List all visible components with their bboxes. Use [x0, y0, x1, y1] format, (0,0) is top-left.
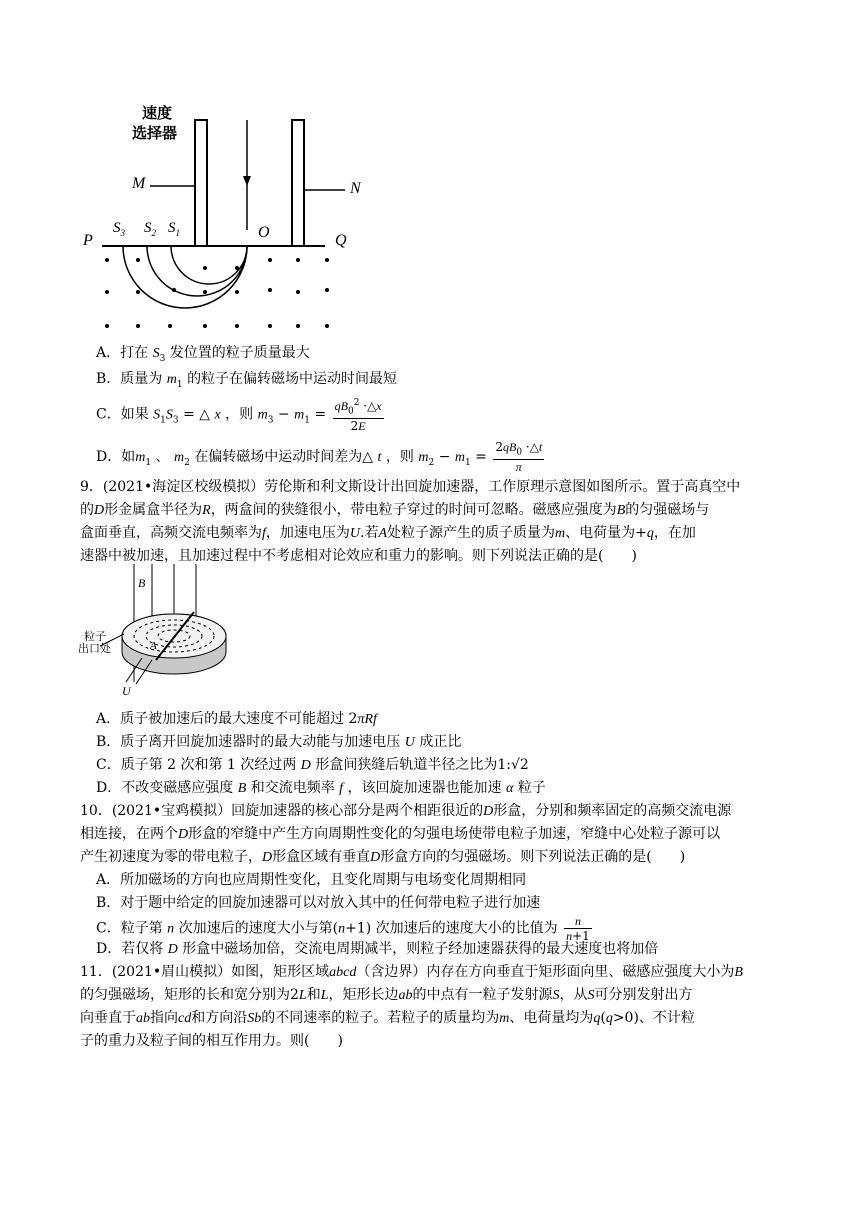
q11-line-3: 向垂直于ab指向cd和方向沿Sb的不同速率的粒子。若粒子的质量均为m、电荷量均为q(q>0)、不计粒 [80, 1010, 695, 1026]
q10-line-1: 10．(2021•宝鸡模拟）回旋加速器的核心部分是两个相距很近的D形盒，分别和频率固定的高频交流电源 [80, 803, 732, 819]
label-Q: Q [335, 232, 347, 249]
figure-cyclotron [78, 562, 246, 706]
q10-option-a: A．所加磁场的方向也应周期性变化，且变化周期与电场变化周期相同 [96, 872, 527, 888]
fraction-c: $\frac{qB_0^2 \cdot\triangle x}{2E}$ [334, 398, 382, 434]
q11-line-1: 11．(2021•眉山模拟）如图，矩形区域abcd（含边界）内存在方向垂直于矩形面向里、磁感应强度大小为B [80, 964, 743, 980]
q9-line-3: 盒面垂直，高频交流电频率为f，加速电压为U.若A处粒子源产生的质子质量为m、电荷量为+q，在加 [80, 525, 696, 541]
fraction-q10c: $\frac{n}{n+1}$ [566, 914, 590, 943]
q9-line-4: 速器中被加速，且加速过程中不考虑相对论效应和重力的影响。则下列说法正确的是( ) [80, 548, 637, 564]
velocity-selector-title: 速度 [142, 104, 173, 122]
label-M: M [132, 175, 146, 192]
label-N: N [350, 180, 361, 197]
label-S1: $S_1$ [168, 220, 180, 238]
velocity-selector-title-2: 选择器 [132, 124, 178, 142]
q10-line-2: 相连接，在两个D形盒的窄缝中产生方向周期性变化的匀强电场使带电粒子加速，窄缝中心处粒子源可以 [80, 826, 721, 842]
q8-option-d: D．如$m_1$ 、 $m_2$ 在偏转磁场中运动时间差为△ t ，则 $m_2 - m_1$ = $\frac{2qB_0 \cdot\triangle t}{\pi}$ [96, 440, 543, 475]
mass-spectrometer-diagram [80, 100, 380, 340]
q8-option-b: B．质量为 $m_1$ 的粒子在偏转磁场中运动时间最短 [96, 371, 398, 390]
fig2-label-A: A [150, 640, 157, 652]
label-S2: $S_2$ [144, 220, 156, 238]
q9-option-a: A．质子被加速后的最大速度不可能超过 2πRf [96, 711, 377, 727]
q11-line-4: 子的重力及粒子间的相互作用力。则( ) [80, 1033, 343, 1049]
q9-line-1: 9．(2021•海淀区校级模拟）劳伦斯和利文斯设计出回旋加速器，工作原理示意图如图所示。置于高真空中 [80, 479, 741, 495]
label-P: P [83, 232, 93, 249]
cyclotron-diagram [86, 562, 246, 706]
fig2-label-out2: 出口处 [78, 642, 111, 655]
fig2-label-B: B [138, 576, 146, 590]
q8-option-c: C．如果 $S_1S_3$ = △ x ，则 $m_3 - m_1$ = $\frac{qB_0^2 \cdot\triangle x}{2E}$ [96, 398, 382, 434]
label-O: O [258, 224, 270, 241]
q9-option-d: D．不改变磁感应强度 B 和交流电频率 f ，该回旋加速器也能加速 α 粒子 [96, 780, 546, 796]
q10-line-3: 产生初速度为零的带电粒子，D形盒区域有垂直D形盒方向的匀强磁场。则下列说法正确的是( ) [80, 849, 686, 865]
label-S3: $S_3$ [113, 220, 125, 238]
fraction-d: $\frac{2qB_0 \cdot\triangle t}{\pi}$ [495, 440, 543, 475]
q9-option-b: B．质子离开回旋加速器时的最大动能与加速电压 U 成正比 [96, 734, 462, 750]
q10-option-b: B．对于题中给定的回旋加速器可以对放入其中的任何带电粒子进行加速 [96, 895, 541, 911]
fig2-label-out1: 粒子 [84, 630, 106, 643]
q11-line-2: 的匀强磁场，矩形的长和宽分别为2L和L，矩形长边ab的中点有一粒子发射源S，从S可分别发射出方 [80, 987, 693, 1003]
q10-option-c: C．粒子第 n 次加速后的速度大小与第(n+1) 次加速后的速度大小的比值为 $\frac{n}{n+1}$ [96, 914, 590, 943]
q9-line-2: 的D形金属盒半径为R，两盒间的狭缝很小，带电粒子穿过的时间可忽略。磁感应强度为B的匀强磁场与 [80, 502, 710, 518]
figure-mass-spectrometer [80, 100, 380, 340]
q8-option-a: A．打在 $S_3$ 发位置的粒子质量最大 [96, 345, 310, 364]
q9-option-c: C．质子第 2 次和第 1 次经过两 D 形盒间狭缝后轨道半径之比为1:√2 [96, 757, 529, 773]
q10-option-d: D．若仅将 D 形盒中磁场加倍，交流电周期减半，则粒子经加速器获得的最大速度也将加倍 [96, 941, 659, 957]
fig2-label-U: U [122, 684, 131, 698]
